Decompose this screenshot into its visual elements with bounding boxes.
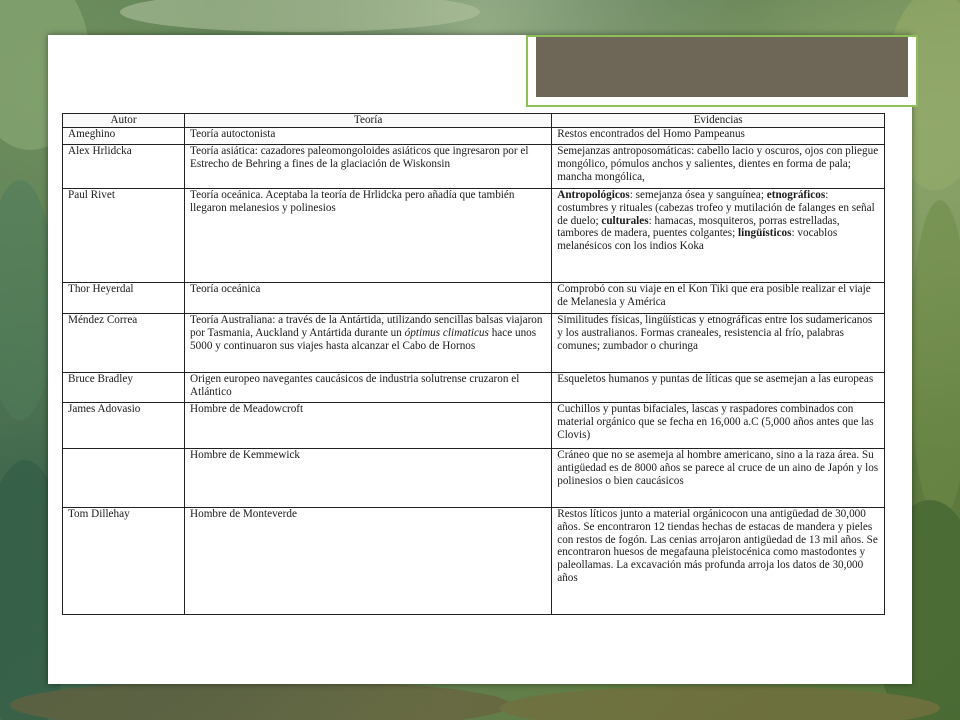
evidence-text: : hamacas, mosquiteros, porras estrelladas, tambores de madera, puentes colgantes; — [557, 214, 840, 240]
author-cell: Méndez Correa — [63, 314, 185, 373]
evidence-term-etnograficos: etnográficos — [766, 189, 826, 201]
header-theory: Teoría — [185, 114, 552, 128]
evidence-cell — [552, 403, 885, 449]
evidence-text: Comprobó con su viaje en el Kon Tiki que era posible realizar el viaje de Melanesia y América — [557, 283, 871, 308]
theory-cell — [185, 145, 552, 189]
evidence-text: : vocablos melanésicos con los indios Koka — [557, 227, 838, 253]
theory-text: Teoría oceánica — [190, 283, 261, 295]
evidence-text: : semejanza ósea y sanguínea; — [629, 189, 767, 201]
theory-text: Hombre de Kemmewick — [190, 449, 301, 461]
evidence-cell — [552, 283, 885, 314]
evidence-text: Cuchillos y puntas bifaciales, lascas y raspadores combinados con material orgánico que se fecha en 16,000 a.C (5,000 años antes que las Clovis) — [557, 403, 874, 441]
title-placeholder-fill — [536, 37, 908, 97]
table-row — [63, 314, 885, 373]
author-cell: Thor Heyerdal — [63, 283, 185, 314]
theory-text: Teoría oceánica. Aceptaba la teoría de Hrlidcka pero añadía que también llegaron melanesios y polinesios — [190, 189, 515, 214]
evidence-term-linguisticos: lingüísticos — [738, 227, 792, 240]
theory-cell — [185, 189, 552, 283]
theory-text: Hombre de Meadowcroft — [190, 403, 304, 415]
evidence-cell — [552, 508, 885, 615]
theory-text: Origen europeo navegantes caucásicos de industria solutrense cruzaron el Atlántico — [190, 373, 520, 398]
evidence-text: Semejanzas antroposomáticas: cabello lacio y oscuros, ojos con pliegue mongólico, pómulos anchos y salientes, dientes en forma de pala; mancha mongólica, — [557, 145, 879, 183]
evidence-cell — [552, 189, 885, 283]
evidence-cell — [552, 314, 885, 373]
theory-cell — [185, 403, 552, 449]
theory-cell — [185, 314, 552, 373]
evidence-cell — [552, 145, 885, 189]
evidence-text: Restos líticos junto a material orgánicocon una antigüedad de 30,000 años. Se encontraron 12 tiendas hechas de estacas de mandera y pieles con restos de fogón. Las cenias arrojaron antigüedad de 13 mil años. Se encontraron huesos de megafauna pleistocénica como mastodontes y paleollamas. La excavación más profunda arroja los datos de 30,000 años — [557, 508, 878, 584]
author-cell: Ameghino — [63, 128, 185, 145]
table-header-row — [63, 114, 885, 128]
table-row — [63, 145, 885, 189]
header-author: Autor — [63, 114, 185, 128]
theory-text: Hombre de Monteverde — [190, 508, 297, 520]
theory-cell — [185, 128, 552, 145]
theories-table — [62, 113, 885, 615]
theory-text: hace unos 5000 y continuaron sus viajes hasta alcanzar el Cabo de Hornos — [190, 326, 537, 352]
evidence-cell — [552, 449, 885, 508]
evidence-text: Esqueletos humanos y puntas de líticas que se asemejan a las europeas — [557, 373, 874, 385]
table-row — [63, 449, 885, 508]
theory-cell — [185, 508, 552, 615]
evidence-cell — [552, 128, 885, 145]
title-placeholder — [526, 35, 918, 107]
table-row — [63, 283, 885, 314]
theory-text: Teoría autoctonista — [190, 128, 276, 140]
evidence-text: : costumbres y rituales (cabezas trofeo y mutilación de falanges en señal de duelo; — [557, 189, 875, 227]
author-cell: Tom Dillehay — [63, 508, 185, 615]
evidence-text: Cráneo que no se asemeja al hombre americano, sino a la raza área. Su antigüedad es de 8000 años se parece al cruce de un aino de Japón y los polinesios o bien caucásicos — [557, 449, 879, 487]
evidence-cell — [552, 373, 885, 403]
table-row — [63, 189, 885, 283]
table-row — [63, 403, 885, 449]
author-cell: James Adovasio — [63, 403, 185, 449]
author-cell: Bruce Bradley — [63, 373, 185, 403]
theory-cell — [185, 449, 552, 508]
theory-cell — [185, 373, 552, 403]
theory-term-optimus: óptimus climaticus — [404, 326, 489, 339]
evidence-term-culturales: culturales — [601, 214, 649, 227]
author-cell — [63, 449, 185, 508]
theory-text: Teoría asiática: cazadores paleomongoloides asiáticos que ingresaron por el Estrecho de Behring a fines de la glaciación de Wiskonsin — [190, 145, 529, 170]
evidence-text: Similitudes físicas, lingüísticas y etnográficas entre los sudamericanos y los australianos. Formas craneales, resistencia al frío, palabras comunes; zumbador o churinga — [557, 314, 873, 352]
theory-cell — [185, 283, 552, 314]
evidence-term-antropologicos: Antropológicos — [557, 189, 630, 201]
table-row — [63, 373, 885, 403]
table-row — [63, 128, 885, 145]
header-evidence: Evidencias — [552, 114, 885, 128]
evidence-text: Restos encontrados del Homo Pampeanus — [557, 128, 745, 140]
table-row — [63, 508, 885, 615]
theory-text: Teoría Australiana: a través de la Antártida, utilizando sencillas balsas viajaron por Tasmania, Auckland y Antártida durante un — [190, 314, 543, 339]
author-cell: Alex Hrlidcka — [63, 145, 185, 189]
author-cell: Paul Rivet — [63, 189, 185, 283]
